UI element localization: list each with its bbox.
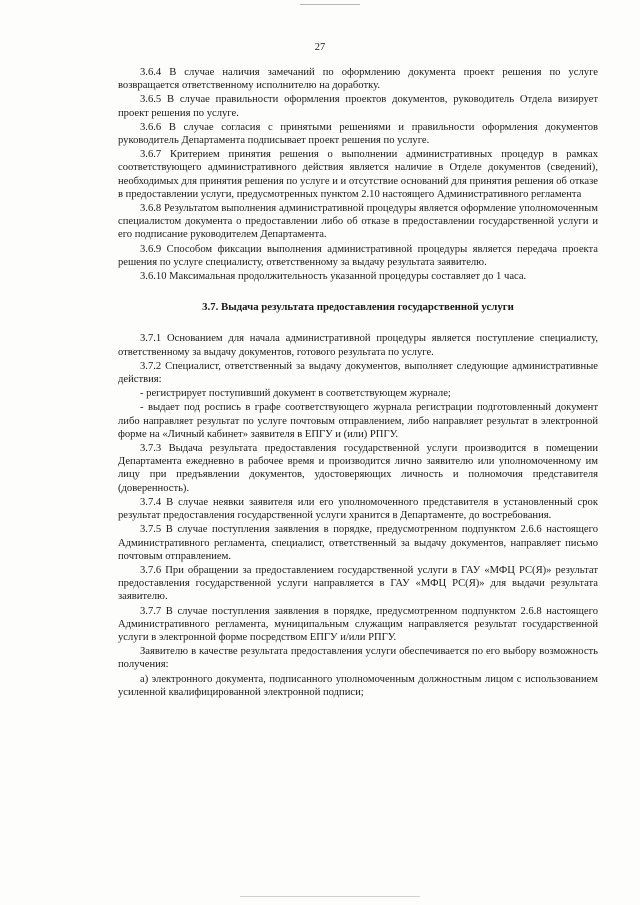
paragraph-3-7-5: 3.7.5 В случае поступления заявления в порядке, предусмотренном подпунктом 2.6.6 настоящего Административного регламента, специалист, ответственный за выдачу документов, направляет письмо почтовым отправлением. [118,524,598,562]
paragraph-3-6-8: 3.6.8 Результатом выполнения административной процедуры является оформление уполномоченным специалистом документа о предоставлении либо об отказе в предоставлении государственной услуги и его подписание руководителем Департамента. [118,203,598,241]
section-heading: 3.7. Выдача результата предоставления государственной услуги [202,301,514,314]
paragraph-3-6-7: 3.6.7 Критерием принятия решения о выполнении административных процедур в рамках соответствующего административного действия является наличие в Отделе документов (сведений), необходимых для принятия решения по услуге и и отсутствие оснований для принятия решения об отказе в предоставлении услуги, предусмотренных пунктом 2.10 настоящего Административного регламента [118,149,598,200]
paragraph-3-7-1: 3.7.1 Основанием для начала административной процедуры является поступление специалисту, ответственному за выдачу документов, готового результата по услуге. [118,333,598,358]
list-item-register: - регистрирует поступивший документ в соответствующем журнале; [140,388,451,400]
paragraph-3-7-4: 3.7.4 В случае неявки заявителя или его уполномоченного представителя в установленный срок результат предоставления государственной услуги хранится в Департаменте, до востребования. [118,496,598,522]
paragraph-3-6-10: 3.6.10 Максимальная продолжительность указанной процедуры составляет до 1 часа. [140,271,527,283]
document-body [118,66,598,700]
paragraph-3-6-9: 3.6.9 Способом фиксации выполнения административной процедуры является передача проекта решения по услуге специалисту, ответственному за выдачу результата заявителю. [118,243,598,268]
paragraph-3-7-6: 3.7.6 При обращении за предоставлением государственной услуги в ГАУ «МФЦ РС(Я)» результат предоставления государственной услуги направляется в ГАУ «МФЦ РС(Я)» для выдачи результата заявителю. [118,564,598,603]
scan-artifact-top [300,4,360,5]
paragraph-3-7-2: 3.7.2 Специалист, ответственный за выдачу документов, выполняет следующие административные действия: [118,360,598,386]
paragraph-3-6-4: 3.6.4 В случае наличия замечаний по оформлению документа проект решения по услуге возвращается ответственному исполнителю на доработку. [118,67,598,92]
list-item-issue: - выдает под роспись в графе соответствующего журнала регистрации подготовленный документ либо направляет результат по услуге почтовым отправлением, либо направляет результат в электронной форме на «Личный кабинет» заявителя в ЕПГУ и (или) РПГУ. [118,402,598,440]
paragraph-result-options: Заявителю в качестве результата предоставления услуги обеспечивается по его выбору возможность получения: [118,646,598,671]
page-number: 27 [314,42,326,53]
list-item-electronic-document: а) электронного документа, подписанного уполномоченным должностным лицом с использованием усиленной квалифицированной электронной подписи; [118,673,598,698]
paragraph-3-7-7: 3.7.7 В случае поступления заявления в порядке, предусмотренном подпунктом 2.6.8 настоящего Административного регламента, муниципальным служащим направляется результат государственной услуги в электронной форме посредством ЕПГУ и/или РПГУ. [118,605,598,643]
scan-artifact-bottom [240,896,420,897]
paragraph-3-7-3: 3.7.3 Выдача результата предоставления государственной услуги производится в помещении Департамента ежедневно в рабочее время и производится лично заявителю или уполномоченному им лицу при предъявлении документов, удостоверяющих личность и полномочия представителя (доверенность). [118,443,598,494]
paragraph-3-6-5: 3.6.5 В случае правильности оформления проектов документов, руководитель Отдела визирует проект решения по услуге. [118,94,598,119]
paragraph-3-6-6: 3.6.6 В случае согласия с принятыми решениями и правильности оформления документов руководитель Департамента подписывает проект решения по услуге. [118,121,598,147]
